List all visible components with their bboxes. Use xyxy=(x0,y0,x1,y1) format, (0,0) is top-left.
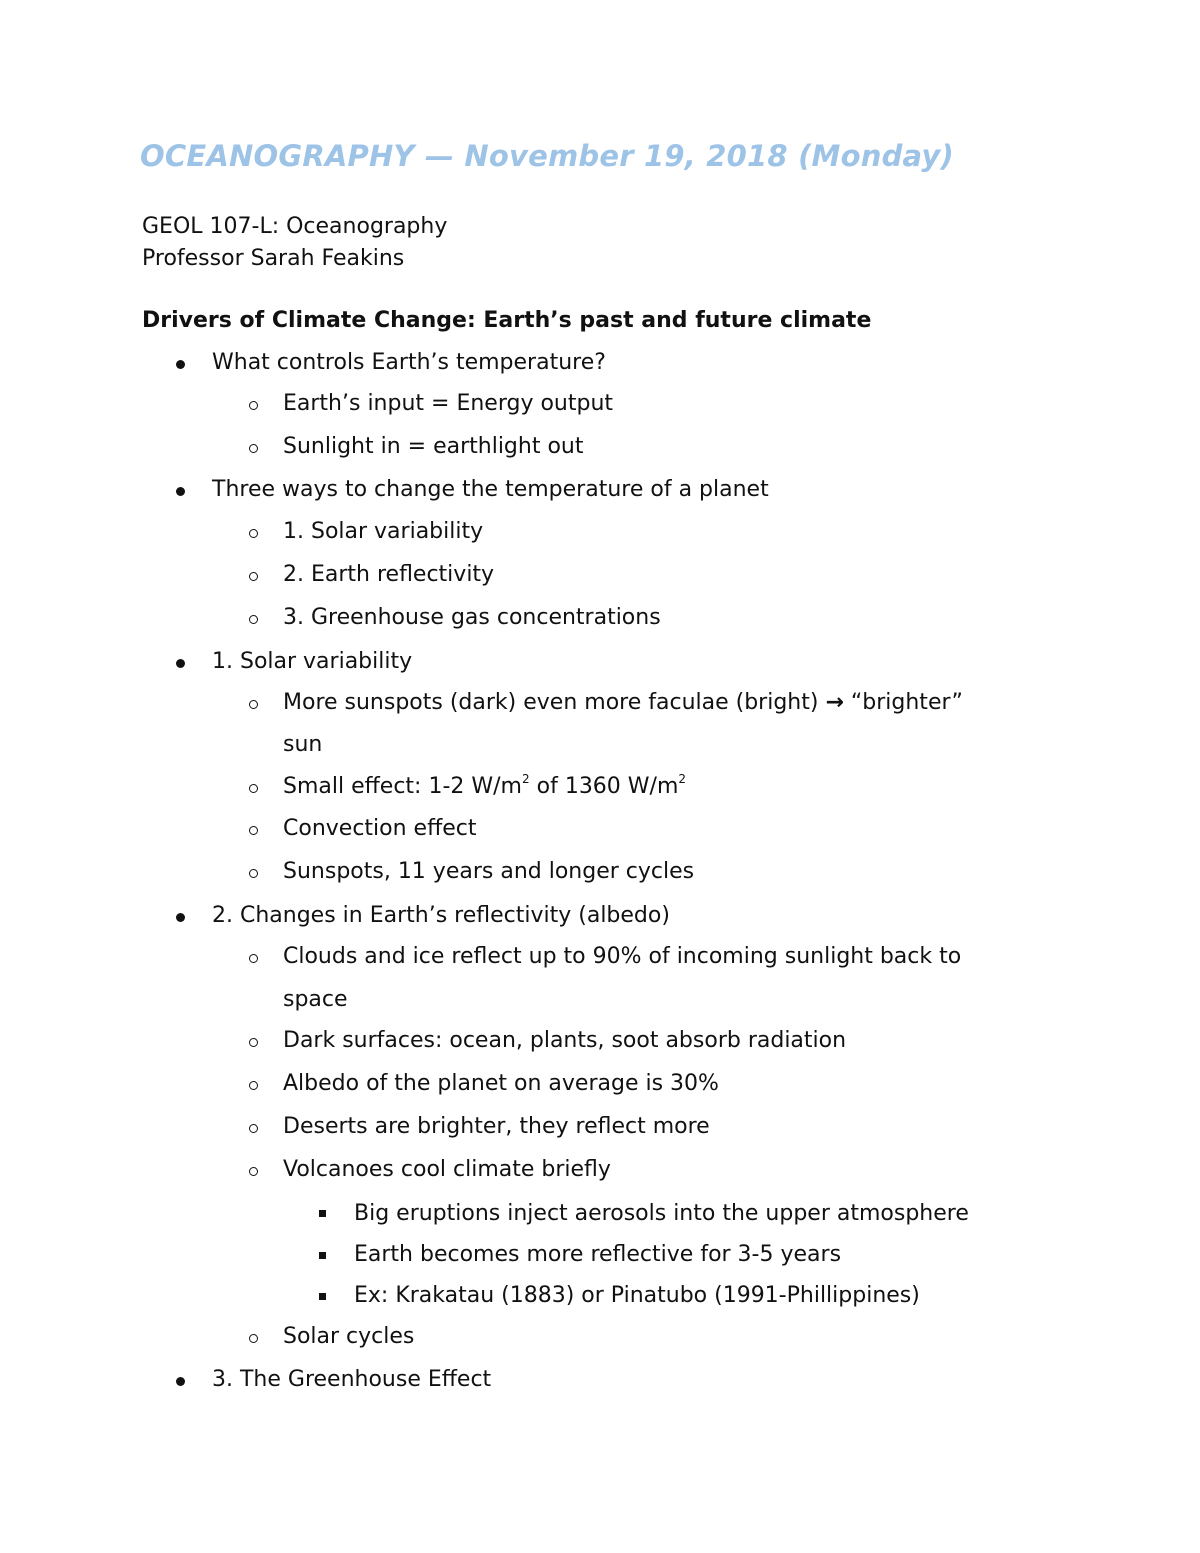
list-item: Convection effect xyxy=(283,816,477,841)
list-item-continuation: sun xyxy=(283,732,323,757)
circle-bullet-icon xyxy=(249,954,258,963)
list-item-continuation: space xyxy=(283,987,348,1012)
circle-bullet-icon xyxy=(249,529,258,538)
section-heading: Drivers of Climate Change: Earth’s past and future climate xyxy=(142,308,872,333)
circle-bullet-icon xyxy=(249,1081,258,1090)
list-item: Dark surfaces: ocean, plants, soot absorb radiation xyxy=(283,1028,847,1053)
circle-bullet-icon xyxy=(249,1124,258,1133)
circle-bullet-icon xyxy=(249,401,258,410)
square-bullet-icon xyxy=(319,1252,326,1259)
list-item xyxy=(283,689,963,717)
list-item: Clouds and ice reflect up to 90% of incoming sunlight back to xyxy=(283,944,962,969)
professor-name: Professor Sarah Feakins xyxy=(142,246,405,271)
circle-bullet-icon xyxy=(249,572,258,581)
list-item: 1. Solar variability xyxy=(212,649,413,674)
list-item: Sunspots, 11 years and longer cycles xyxy=(283,859,695,884)
list-item: Earth becomes more reflective for 3-5 years xyxy=(354,1242,842,1267)
list-item: What controls Earth’s temperature? xyxy=(212,350,606,375)
circle-bullet-icon xyxy=(249,1167,258,1176)
list-item xyxy=(283,773,686,801)
list-item: Albedo of the planet on average is 30% xyxy=(283,1071,719,1096)
list-item: 2. Earth reflectivity xyxy=(283,562,495,587)
list-item: 3. Greenhouse gas concentrations xyxy=(283,605,661,630)
list-item: Earth’s input = Energy output xyxy=(283,391,614,416)
list-item: 1. Solar variability xyxy=(283,519,484,544)
list-item-text: “brighter” xyxy=(843,690,963,715)
list-item: Big eruptions inject aerosols into the upper atmosphere xyxy=(354,1201,969,1226)
list-item-text: More sunspots (dark) even more faculae (bright) xyxy=(283,690,826,715)
list-item-text: Small effect: 1-2 W/m xyxy=(283,774,522,799)
bullet-icon xyxy=(176,487,185,496)
list-item: 2. Changes in Earth’s reflectivity (albedo) xyxy=(212,903,670,928)
circle-bullet-icon xyxy=(249,826,258,835)
course-name: GEOL 107-L: Oceanography xyxy=(142,214,448,239)
list-item: Ex: Krakatau (1883) or Pinatubo (1991-Phillippines) xyxy=(354,1283,920,1308)
square-bullet-icon xyxy=(319,1210,326,1217)
superscript: 2 xyxy=(521,772,530,786)
circle-bullet-icon xyxy=(249,615,258,624)
square-bullet-icon xyxy=(319,1293,326,1300)
list-item: Sunlight in = earthlight out xyxy=(283,434,584,459)
list-item: Three ways to change the temperature of a planet xyxy=(212,477,769,502)
circle-bullet-icon xyxy=(249,1038,258,1047)
document-title: OCEANOGRAPHY — November 19, 2018 (Monday) xyxy=(140,139,954,173)
bullet-icon xyxy=(176,659,185,668)
list-item: Deserts are brighter, they reflect more xyxy=(283,1114,710,1139)
list-item: Volcanoes cool climate briefly xyxy=(283,1157,611,1182)
list-item: 3. The Greenhouse Effect xyxy=(212,1367,492,1392)
circle-bullet-icon xyxy=(249,869,258,878)
circle-bullet-icon xyxy=(249,784,258,793)
arrow-right-icon: → xyxy=(825,690,844,715)
bullet-icon xyxy=(176,913,185,922)
superscript: 2 xyxy=(678,772,687,786)
circle-bullet-icon xyxy=(249,700,258,709)
bullet-icon xyxy=(176,1377,185,1386)
circle-bullet-icon xyxy=(249,444,258,453)
list-item: Solar cycles xyxy=(283,1324,415,1349)
list-item-text: of 1360 W/m xyxy=(529,774,679,799)
bullet-icon xyxy=(176,360,185,369)
circle-bullet-icon xyxy=(249,1334,258,1343)
